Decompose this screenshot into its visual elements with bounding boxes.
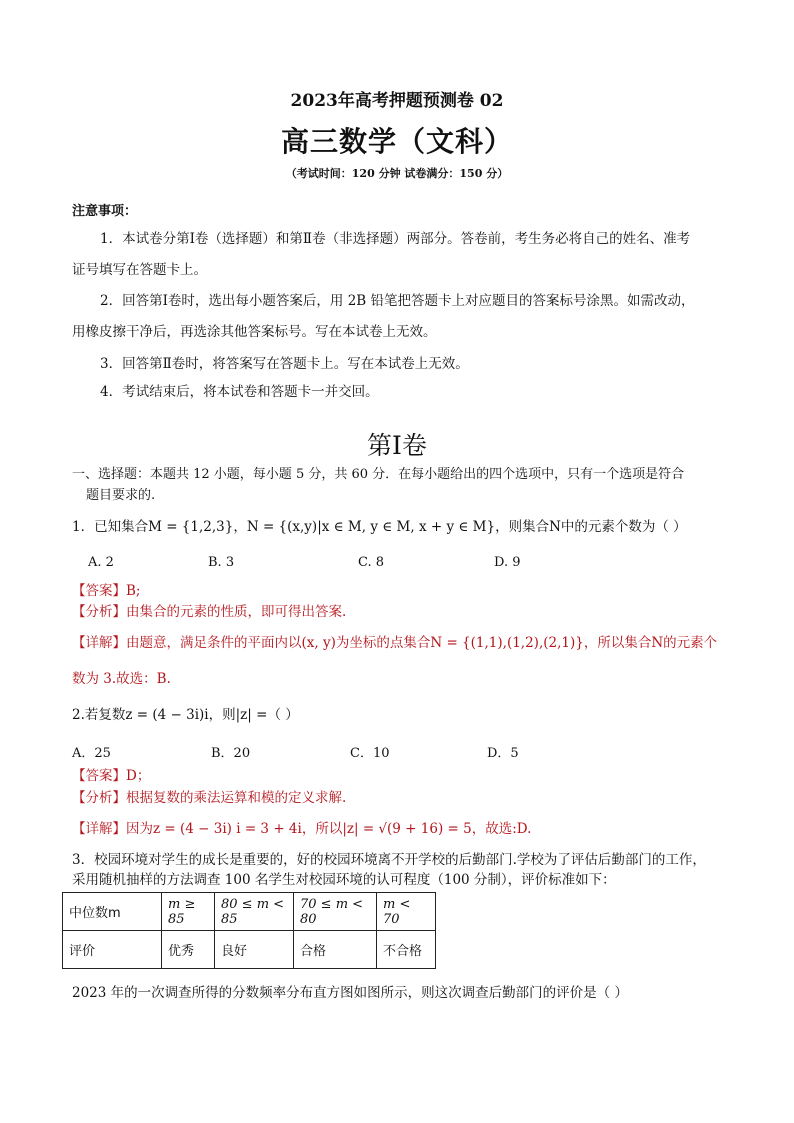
q1-answer: 【答案】B; <box>72 583 141 599</box>
note-item-3: 3．回答第Ⅱ卷时，将答案写在答题卡上。写在本试卷上无效。 <box>100 356 469 372</box>
note-item-1-line-2: 证号填写在答题卡上。 <box>72 262 207 278</box>
q1-stem: 1．已知集合M = {1,2,3}，N = {(x,y)|x ∈ M, y ∈ M, x + y ∈ M}，则集合N中的元素个数为（ ） <box>72 519 687 535</box>
table-cell: 评价 <box>63 931 162 969</box>
table-cell: 70 ≤ m < 80 <box>294 893 377 931</box>
exam-subtitle: （考试时间：120 分钟 试卷满分：150 分） <box>285 167 509 180</box>
q3-stem-line-1: 3．校园环境对学生的成长是重要的，好的校园环境离不开学校的后勤部门.学校为了评估后勤部门的工作， <box>72 852 706 868</box>
q1-option-a: A. 2 <box>88 555 114 570</box>
section-title: 第Ⅰ卷 <box>367 431 427 460</box>
note-item-2-line-2: 用橡皮擦干净后，再选涂其他答案标号。写在本试卷上无效。 <box>72 324 437 340</box>
table-cell: m < 70 <box>377 893 436 931</box>
q2-answer: 【答案】D； <box>72 768 151 784</box>
exam-top-title: 2023年高考押题预测卷 02 <box>290 91 504 111</box>
exam-main-title: 高三数学（文科） <box>280 125 513 158</box>
q2-option-a: A．25 <box>72 746 111 761</box>
table-cell: 不合格 <box>377 931 436 969</box>
q2-option-b: B．20 <box>211 746 251 761</box>
q3-follow-up: 2023 年的一次调查所得的分数频率分布直方图如图所示，则这次调查后勤部门的评价是（ ） <box>72 985 628 1001</box>
note-item-2-line-1: 2．回答第Ⅰ卷时，选出每小题答案后，用 2B 铅笔把答题卡上对应题目的答案标号涂黑。如需改动， <box>100 293 695 309</box>
q3-stem-line-2: 采用随机抽样的方法调查 100 名学生对校园环境的认可程度（100 分制），评价标准如下： <box>72 872 616 888</box>
q2-stem: 2.若复数z = (4 − 3i)i，则|z| =（ ） <box>72 707 299 723</box>
q2-analysis: 【分析】根据复数的乘法运算和模的定义求解. <box>72 790 347 806</box>
section-instructions-line-2: 题目要求的. <box>86 488 156 503</box>
q1-detail-line-2: 数为 3.故选：B. <box>72 671 171 687</box>
q1-option-d: D. 9 <box>494 555 521 570</box>
q2-detail: 【详解】因为z = (4 − 3i) i = 3 + 4i，所以|z| = √(9 + 16) = 5，故选:D. <box>72 821 532 837</box>
q1-analysis: 【分析】由集合的元素的性质，即可得出答案. <box>72 604 347 620</box>
table-row <box>63 931 436 969</box>
q1-option-c: C. 8 <box>358 555 385 570</box>
q1-option-b: B. 3 <box>208 555 235 570</box>
table-cell: 中位数m <box>63 893 162 931</box>
table-cell: m ≥ 85 <box>162 893 215 931</box>
table-cell: 良好 <box>215 931 294 969</box>
table-cell: 合格 <box>294 931 377 969</box>
evaluation-criteria-table <box>62 892 436 969</box>
note-item-4: 4．考试结束后，将本试卷和答题卡一并交回。 <box>100 384 379 400</box>
table-row <box>63 893 436 931</box>
note-item-1-line-1: 1．本试卷分第Ⅰ卷（选择题）和第Ⅱ卷（非选择题）两部分。答卷前，考生务必将自己的姓名、准考 <box>100 231 691 247</box>
table-cell: 优秀 <box>162 931 215 969</box>
table-cell: 80 ≤ m < 85 <box>215 893 294 931</box>
section-instructions-line-1: 一、选择题：本题共 12 小题，每小题 5 分，共 60 分．在每小题给出的四个选项中，只有一个选项是符合 <box>72 467 685 482</box>
q1-detail-line-1: 【详解】由题意，满足条件的平面内以(x, y)为坐标的点集合N = {(1,1),(1,2),(2,1)}，所以集合N的元素个 <box>72 635 718 651</box>
q2-option-c: C．10 <box>350 746 390 761</box>
q2-option-d: D．5 <box>487 746 519 761</box>
notes-heading: 注意事项： <box>72 204 138 219</box>
